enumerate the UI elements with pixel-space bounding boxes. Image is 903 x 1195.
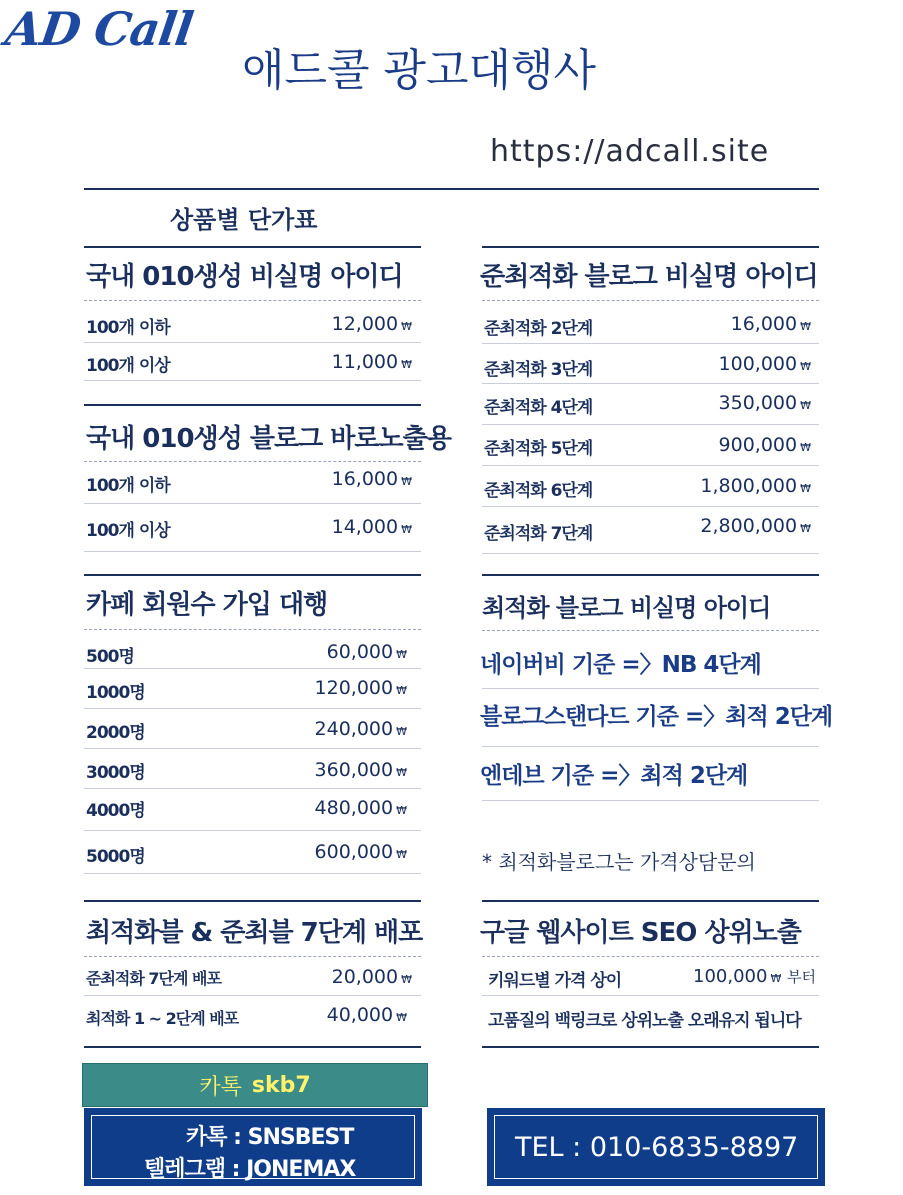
row-price: 360,000 ₩ bbox=[314, 759, 407, 781]
row-label: 준최적화 5단계 bbox=[484, 439, 593, 459]
divider bbox=[84, 668, 421, 669]
row-label: 100개 이하 bbox=[86, 318, 170, 338]
row-price: 14,000 ₩ bbox=[331, 516, 412, 538]
row-price: 16,000 ₩ bbox=[331, 468, 412, 490]
divider bbox=[482, 688, 819, 689]
optimized-blog-info: 엔데브 기준 =〉최적 2단계 bbox=[480, 763, 748, 789]
row-label: 1000명 bbox=[86, 683, 145, 703]
row-label: 500명 bbox=[86, 647, 134, 667]
divider bbox=[482, 900, 819, 902]
divider bbox=[482, 465, 819, 466]
row-label: 준최적화 7단계 bbox=[484, 524, 593, 544]
row-price: 100,000 ₩ 부터 bbox=[693, 966, 817, 987]
divider bbox=[84, 461, 421, 462]
row-price: 20,000 ₩ bbox=[331, 966, 412, 988]
row-price: 12,000 ₩ bbox=[331, 313, 412, 335]
row-label: 5000명 bbox=[86, 847, 145, 867]
kakao-id: skb7 bbox=[251, 1072, 311, 1098]
row-price: 900,000 ₩ bbox=[718, 434, 811, 456]
divider bbox=[84, 246, 421, 248]
section-title-blog-distribution: 최적화블 & 준최블 7단계 배포 bbox=[86, 918, 423, 948]
row-label: 키워드별 가격 상이 bbox=[488, 971, 622, 991]
section-title-google-seo: 구글 웹사이트 SEO 상위노출 bbox=[480, 918, 801, 948]
messenger-contact-box bbox=[84, 1108, 422, 1186]
row-label: 100개 이상 bbox=[86, 521, 170, 541]
divider bbox=[84, 574, 421, 576]
row-label: 준최적화 2단계 bbox=[484, 319, 593, 339]
divider bbox=[482, 574, 819, 576]
row-label: 준최적화 7단계 배포 bbox=[86, 969, 221, 988]
divider bbox=[84, 748, 421, 749]
divider bbox=[482, 424, 819, 425]
optimized-blog-info: 블로그스탠다드 기준 =〉최적 2단계 bbox=[480, 704, 833, 730]
divider bbox=[482, 383, 819, 384]
divider bbox=[84, 708, 421, 709]
row-label: 준최적화 3단계 bbox=[484, 360, 593, 380]
seo-description: 고품질의 백링크로 상위노출 오래유지 됩니다 bbox=[488, 1011, 801, 1031]
divider bbox=[84, 342, 421, 343]
kakao-contact[interactable]: 카톡 : SNSBEST bbox=[186, 1125, 354, 1150]
divider bbox=[84, 788, 421, 789]
divider bbox=[84, 830, 421, 831]
divider bbox=[482, 300, 819, 301]
price-consult-note: * 최적화블로그는 가격상담문의 bbox=[482, 850, 756, 874]
price-table-title: 상품별 단가표 bbox=[170, 206, 318, 234]
row-label: 4000명 bbox=[86, 801, 145, 821]
divider bbox=[482, 995, 819, 996]
divider bbox=[84, 995, 421, 996]
divider bbox=[84, 956, 421, 957]
row-label: 100개 이상 bbox=[86, 356, 170, 376]
divider bbox=[84, 1046, 421, 1048]
row-price: 1,800,000 ₩ bbox=[700, 475, 811, 497]
row-price: 16,000 ₩ bbox=[730, 313, 811, 335]
phone-number[interactable]: TEL : 010-6835-8897 bbox=[515, 1132, 799, 1163]
row-price: 40,000 ₩ bbox=[326, 1004, 407, 1026]
header-divider bbox=[84, 188, 819, 190]
divider bbox=[84, 873, 421, 874]
page-title: 애드콜 광고대행사 bbox=[242, 45, 597, 96]
divider bbox=[482, 746, 819, 747]
row-price: 350,000 ₩ bbox=[718, 392, 811, 414]
divider bbox=[84, 503, 421, 504]
section-title-blog-exposure: 국내 010생성 블로그 바로노출용 bbox=[86, 424, 451, 454]
row-price: 2,800,000 ₩ bbox=[700, 515, 811, 537]
row-label: 준최적화 4단계 bbox=[484, 398, 593, 418]
divider bbox=[84, 551, 421, 552]
divider bbox=[84, 629, 421, 630]
section-title-optimized-blog: 최적화 블로그 비실명 아이디 bbox=[482, 594, 771, 622]
telegram-contact[interactable]: 텔레그램 : JONEMAX bbox=[144, 1157, 356, 1182]
row-price: 600,000 ₩ bbox=[314, 841, 407, 863]
kakao-label: 카톡 bbox=[199, 1074, 242, 1100]
divider bbox=[84, 380, 421, 381]
divider bbox=[482, 343, 819, 344]
row-label: 3000명 bbox=[86, 763, 145, 783]
row-price: 480,000 ₩ bbox=[314, 797, 407, 819]
kakao-id-bar[interactable] bbox=[82, 1063, 428, 1107]
site-url[interactable]: https://adcall.site bbox=[490, 134, 770, 169]
section-title-010-id: 국내 010생성 비실명 아이디 bbox=[86, 262, 403, 292]
row-label: 2000명 bbox=[86, 723, 145, 743]
divider bbox=[84, 900, 421, 902]
section-title-cafe-members: 카페 회원수 가입 대행 bbox=[86, 590, 328, 620]
optimized-blog-info: 네이버비 기준 =〉NB 4단계 bbox=[480, 652, 761, 678]
row-label: 100개 이하 bbox=[86, 476, 170, 496]
divider bbox=[482, 800, 819, 801]
divider bbox=[84, 300, 421, 301]
row-price: 60,000 ₩ bbox=[326, 641, 407, 663]
row-price: 240,000 ₩ bbox=[314, 718, 407, 740]
adcall-logo: AD Call bbox=[2, 2, 196, 56]
row-price: 11,000 ₩ bbox=[331, 351, 412, 373]
row-label: 최적화 1 ~ 2단계 배포 bbox=[86, 1009, 239, 1028]
row-label: 준최적화 6단계 bbox=[484, 481, 593, 501]
divider bbox=[84, 404, 421, 406]
divider bbox=[482, 956, 819, 957]
section-title-semi-optimized-blog: 준최적화 블로그 비실명 아이디 bbox=[480, 262, 818, 292]
divider bbox=[482, 630, 819, 631]
divider bbox=[482, 553, 819, 554]
row-price: 120,000 ₩ bbox=[314, 677, 407, 699]
divider bbox=[482, 1046, 819, 1048]
divider bbox=[482, 246, 819, 248]
phone-contact-box bbox=[487, 1108, 825, 1186]
divider bbox=[482, 506, 819, 507]
row-price: 100,000 ₩ bbox=[718, 353, 811, 375]
